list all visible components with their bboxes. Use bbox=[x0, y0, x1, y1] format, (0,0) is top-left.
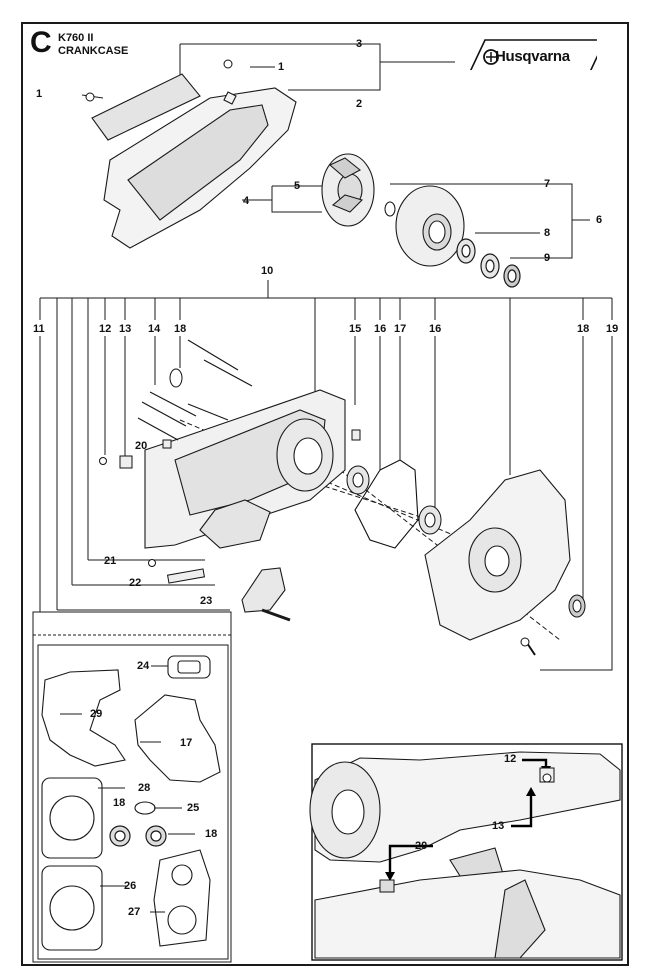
callout-2: 2 bbox=[356, 98, 363, 110]
callout-13: 13 bbox=[119, 323, 132, 335]
callout-4: 4 bbox=[243, 195, 250, 207]
callout-20: 20 bbox=[135, 440, 148, 452]
section-letter: C bbox=[30, 26, 52, 59]
detail-callout-12: 12 bbox=[504, 753, 517, 765]
callout-22: 22 bbox=[129, 577, 142, 589]
callout-1-top: 1 bbox=[278, 61, 285, 73]
callout-12: 12 bbox=[99, 323, 112, 335]
callout-21: 21 bbox=[104, 555, 117, 567]
brand-name: Husqvarna bbox=[495, 48, 570, 65]
kit-callout-27: 27 bbox=[128, 906, 141, 918]
callout-8: 8 bbox=[544, 227, 551, 239]
callout-19: 19 bbox=[606, 323, 619, 335]
callout-11: 11 bbox=[33, 323, 45, 335]
callout-16-a: 16 bbox=[374, 323, 387, 335]
kit-callout-29: 29 bbox=[90, 708, 103, 720]
kit-callout-24: 24 bbox=[137, 660, 150, 672]
detail-callout-20: 20 bbox=[415, 840, 428, 852]
callout-3: 3 bbox=[356, 38, 363, 50]
model-name: K760 II bbox=[58, 32, 94, 44]
callout-6: 6 bbox=[596, 214, 603, 226]
callout-17: 17 bbox=[394, 323, 407, 335]
section-title: CRANKCASE bbox=[58, 45, 129, 57]
kit-callout-18-b: 18 bbox=[205, 828, 218, 840]
callout-16-b: 16 bbox=[429, 323, 442, 335]
callout-10: 10 bbox=[261, 265, 274, 277]
callout-5: 5 bbox=[294, 180, 301, 192]
kit-callout-17: 17 bbox=[180, 737, 193, 749]
kit-callout-18-a: 18 bbox=[113, 797, 126, 809]
callout-1-left: 1 bbox=[36, 88, 43, 100]
callout-18-right: 18 bbox=[577, 323, 590, 335]
callout-7: 7 bbox=[544, 178, 551, 190]
callout-14: 14 bbox=[148, 323, 161, 335]
callout-9: 9 bbox=[544, 252, 551, 264]
callout-15: 15 bbox=[349, 323, 362, 335]
callout-23: 23 bbox=[200, 595, 213, 607]
callout-18-left: 18 bbox=[174, 323, 187, 335]
detail-callout-13: 13 bbox=[492, 820, 505, 832]
kit-callout-26: 26 bbox=[124, 880, 137, 892]
kit-callout-28: 28 bbox=[138, 782, 151, 794]
kit-callout-25: 25 bbox=[187, 802, 200, 814]
